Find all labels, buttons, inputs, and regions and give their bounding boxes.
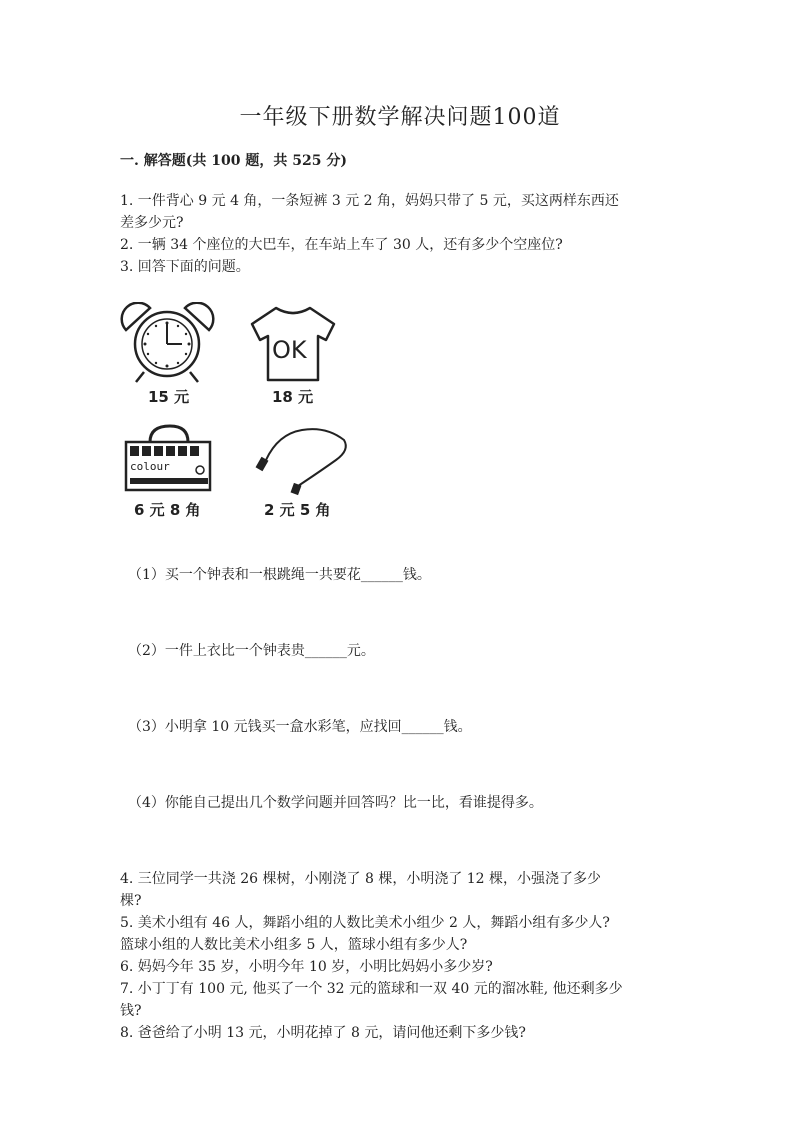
question-1-line-2: 差多少元? xyxy=(120,215,184,231)
question-5-line-1: 5. 美术小组有 46 人，舞蹈小组的人数比美术小组少 2 人，舞蹈小组有多少人? xyxy=(120,915,610,931)
tshirt-price: 18 元 xyxy=(272,388,314,406)
question-7-line-1: 7. 小丁丁有 100 元, 他买了一个 32 元的篮球和一双 40 元的溜冰鞋, 他还剩多少 xyxy=(120,981,623,997)
clock-icon xyxy=(120,302,215,384)
question-8: 8. 爸爸给了小明 13 元，小明花掉了 8 元，请问他还剩下多少钱? xyxy=(120,1025,526,1041)
clock-price: 15 元 xyxy=(148,388,190,406)
question-5-line-2: 篮球小组的人数比美术小组多 5 人，篮球小组有多少人? xyxy=(120,937,468,953)
question-4-line-2: 棵? xyxy=(120,893,142,909)
page-title: 一年级下册数学解决问题100道 xyxy=(239,105,561,130)
section-heading: 一. 解答题(共 100 题，共 525 分) xyxy=(120,153,347,169)
jump-rope-price: 2 元 5 角 xyxy=(264,501,331,519)
question-1-line-1: 1. 一件背心 9 元 4 角，一条短裤 3 元 2 角，妈妈只带了 5 元，买这两样东西还 xyxy=(120,193,619,209)
sub-question-1: （1）买一个钟表和一根跳绳一共要花______钱。 xyxy=(128,567,431,583)
question-4-line-1: 4. 三位同学一共浇 26 棵树，小刚浇了 8 棵，小明浇了 12 棵，小强浇了多少 xyxy=(120,871,602,887)
tshirt-text: OK xyxy=(272,336,307,364)
question-2: 2. 一辆 34 个座位的大巴车，在车站上车了 30 人，还有多少个空座位? xyxy=(120,237,563,253)
question-7-line-2: 钱? xyxy=(120,1003,142,1019)
sub-question-4: （4）你能自己提出几个数学问题并回答吗？比一比，看谁提得多。 xyxy=(128,795,543,811)
sub-question-3: （3）小明拿 10 元钱买一盒水彩笔，应找回______钱。 xyxy=(128,719,472,735)
paintbox-icon xyxy=(122,424,214,494)
paintbox-price: 6 元 8 角 xyxy=(134,501,201,519)
sub-question-2: （2）一件上衣比一个钟表贵______元。 xyxy=(128,643,375,659)
jump-rope-icon xyxy=(252,424,352,496)
question-3: 3. 回答下面的问题。 xyxy=(120,259,250,275)
paintbox-text: colour xyxy=(130,460,170,473)
question-6: 6. 妈妈今年 35 岁，小明今年 10 岁，小明比妈妈小多少岁? xyxy=(120,959,493,975)
